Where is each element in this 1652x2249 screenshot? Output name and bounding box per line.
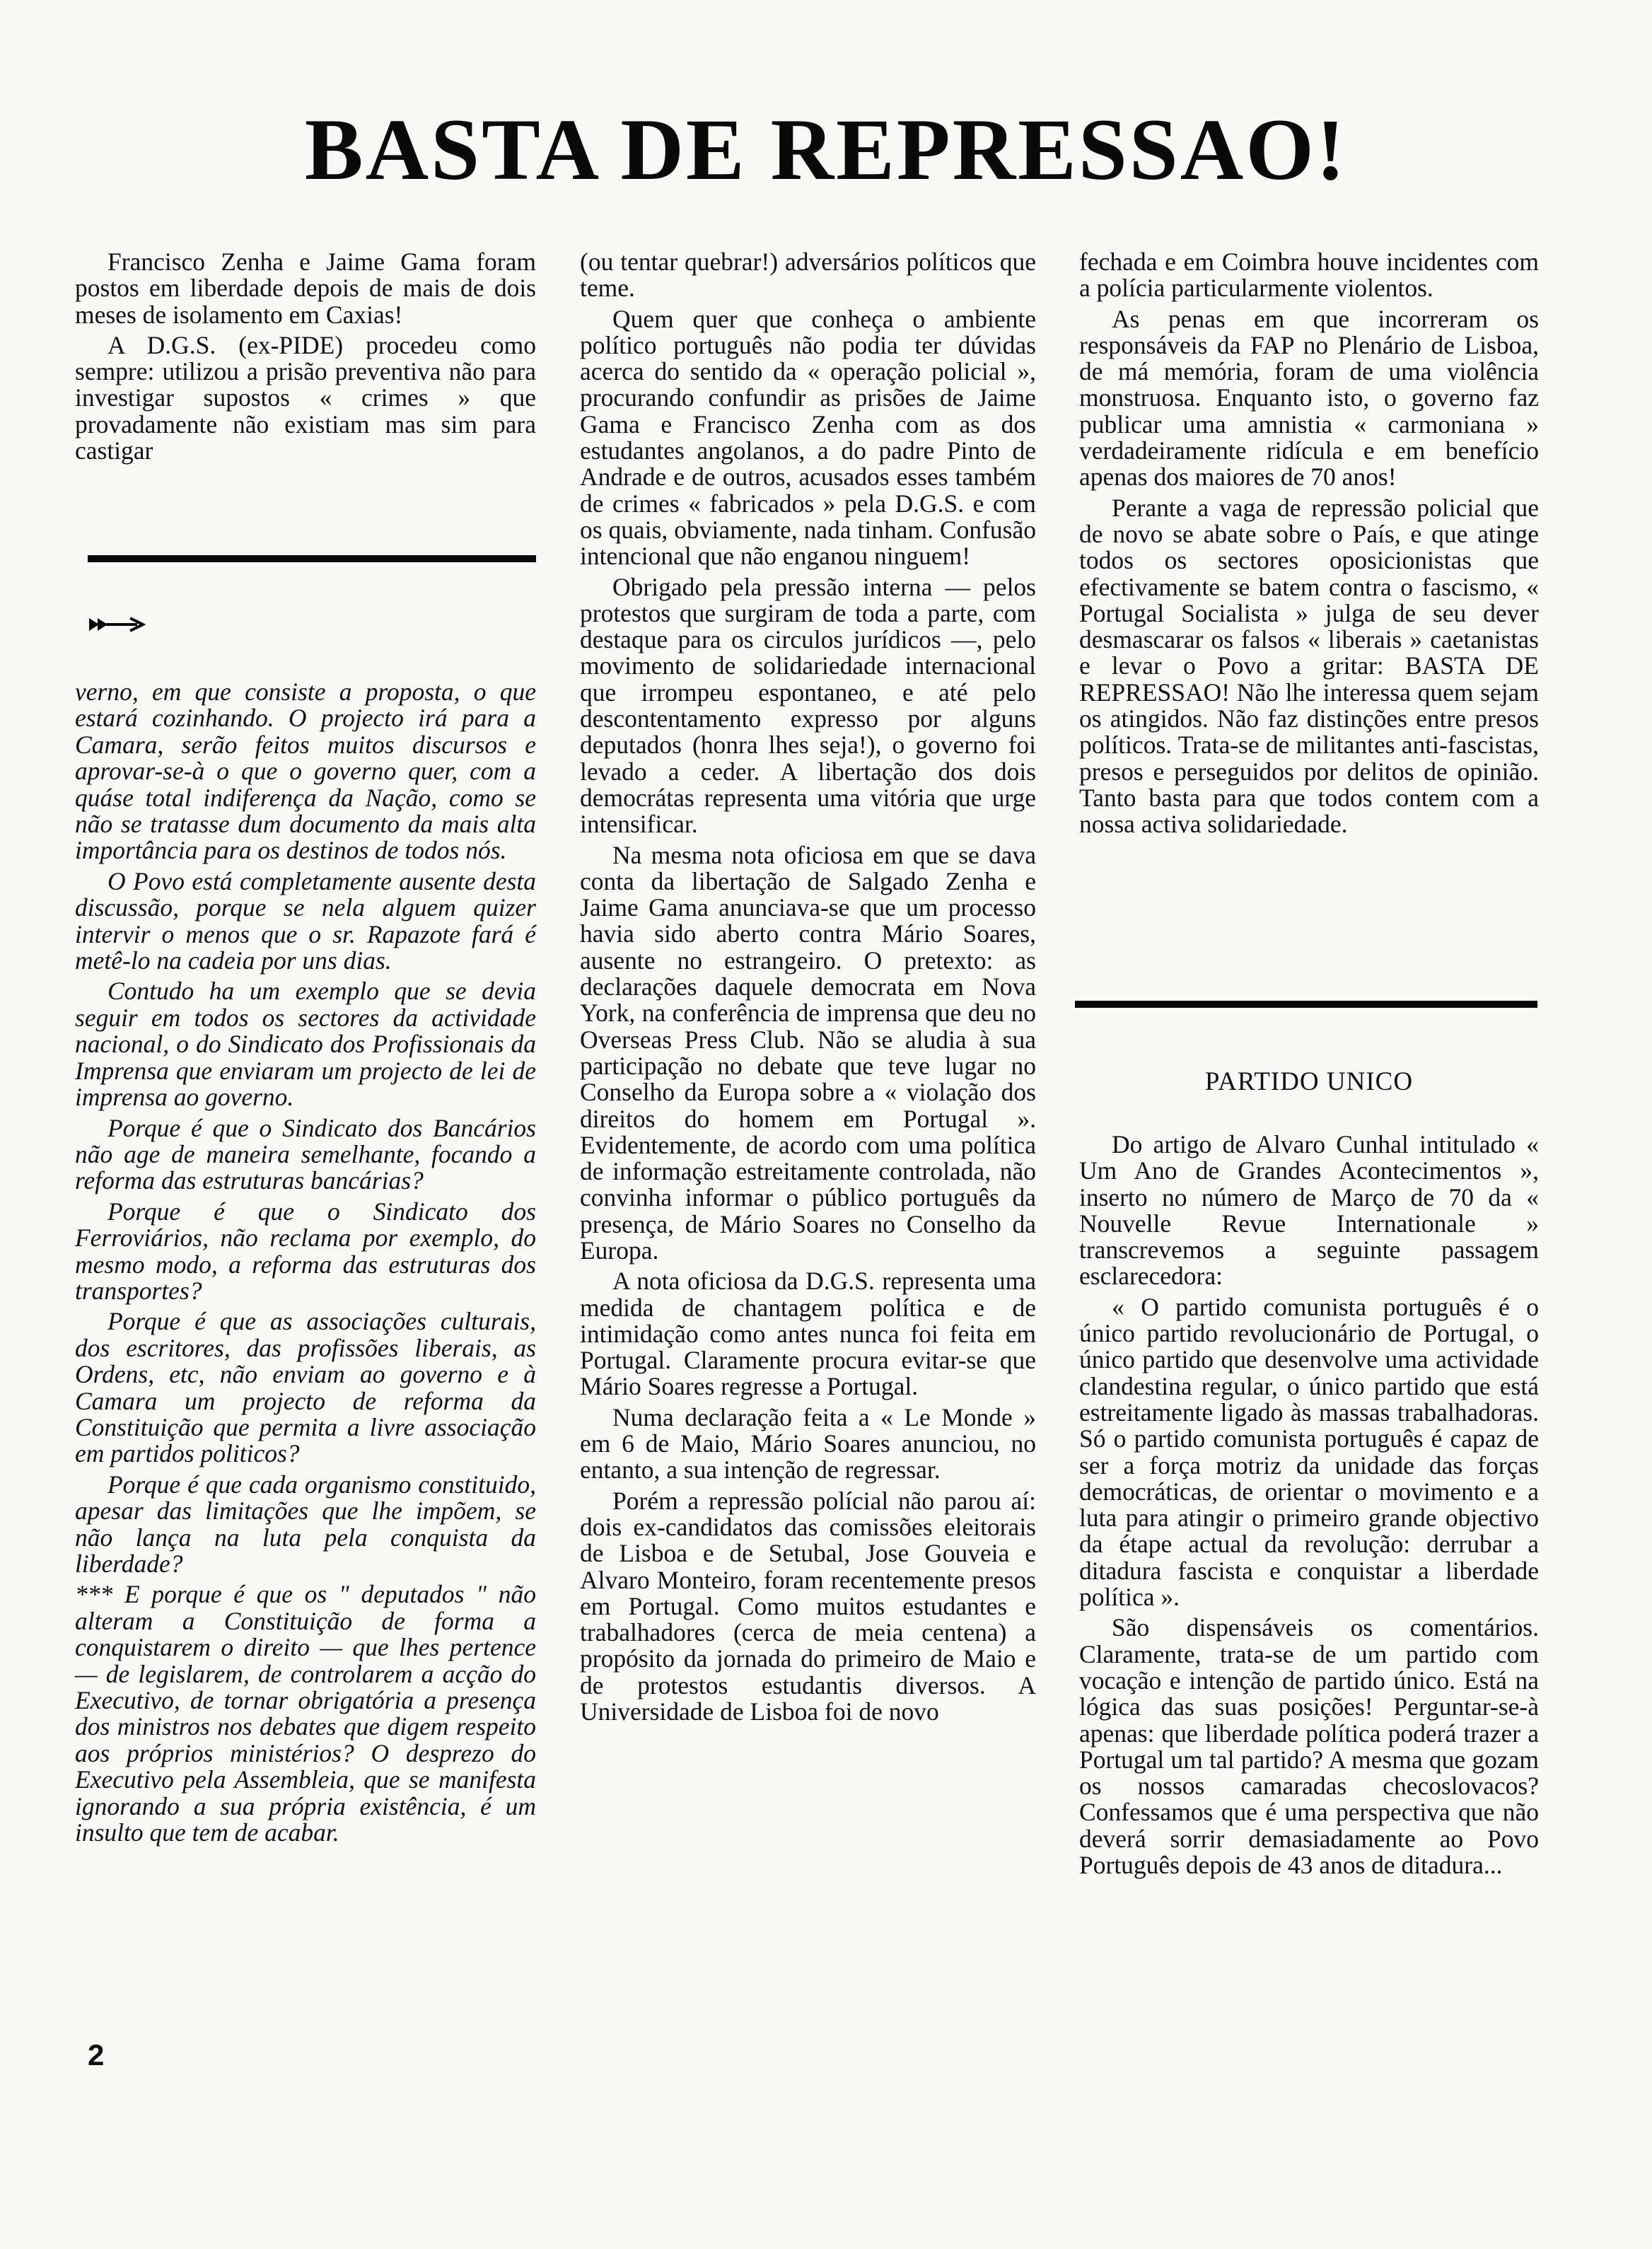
paragraph: verno, em que consiste a proposta, o que estará cozinhando. O projecto irá para a Camara, serão feitos muitos discursos e aprovar-se-à o que o governo quer, com a quáse total indiferença da Nação, como se não se tratasse dum documento da mais alta importância para os destinos de todos nós. [75, 678, 536, 865]
page-number: 2 [88, 2038, 105, 2071]
column-1-intro [75, 249, 536, 468]
paragraph: Porque é que o Sindicato dos Ferroviários, não reclama por exemplo, do mesmo modo, a reforma das estruturas dos transportes? [75, 1197, 536, 1305]
paragraph: Porque é que cada organismo constituido, apesar das limitações que lhe impõem, se não lança na luta pela conquista da liberdade? [75, 1470, 536, 1578]
paragraph: Porque é que o Sindicato dos Bancários não age de maneira semelhante, focando a reforma das estruturas bancárias? [75, 1113, 536, 1195]
paragraph: *** E porque é que os " deputados " não alteram a Constituição de forma a conquistarem o direito — que lhes pertence — de legislarem, de controlarem a acção do Executivo, de tornar obrigatória a presença dos ministros nos debates que digem respeito aos próprios ministérios? O desprezo do Executivo pela Assembleia, que se manifesta ignorando a sua própria existência, é um insulto que tem de acabar. [75, 1580, 536, 1847]
paragraph: A D.G.S. (ex-PIDE) procedeu como sempre: utilizou a prisão preventiva não para investigar supostos « crimes » que provadamente não existiam mas sim para castigar [75, 330, 536, 465]
paragraph: As penas em que incorreram os responsáveis da FAP no Plenário de Lisboa, de má memória, foram de uma violência monstruosa. Enquanto isto, o governo faz publicar uma amnistia « carmoniana » verdadeiramente ridícula e em benefício apenas dos maiores de 70 anos! [1079, 304, 1539, 492]
page-title: BASTA DE REPRESSAO! [304, 101, 1348, 198]
paragraph: Quem quer que conheça o ambiente político português não podia ter dúvidas acerca do sentido da « operação policial », procurando confundir as prisões de Jaime Gama e Francisco Zenha com as dos estudantes angolanos, a do padre Pinto de Andrade e de outros, acusados esses também de crimes « fabricados » pela D.G.S. e com os quais, obviamente, nada tinham. Confusão intencional que não enganou ninguem! [580, 304, 1036, 571]
column-3 [1079, 249, 1539, 842]
paragraph: O Povo está completamente ausente desta discussão, porque se nela alguem quizer intervir o menos que o sr. Rapazote fará é metê-lo na cadeia por uns dias. [75, 866, 536, 975]
paragraph: fechada e em Coimbra houve incidentes com a polícia particularmente violentos. [1079, 248, 1539, 303]
paragraph: Porém a repressão polícial não parou aí: dois ex-candidatos das comissões eleitorais de Lisboa e de Setubal, Jose Gouveia e Alvaro Monteiro, foram recentemente presos em Portugal. Como muitos estudantes e trabalhadores (cerca de meia centena) a propósito da jornada do primeiro de Maio e de protestos estudantis diversos. A Universidade de Lisboa foi de novo [580, 1486, 1036, 1726]
paragraph: Perante a vaga de repressão policial que de novo se abate sobre o País, e que atinge todos os sectores oposicionistas que efectivamente se batem contra o fascismo, « Portugal Socialista » julga de seu dever desmascarar os falsos « liberais » caetanistas e levar o Povo a gritar: BASTA DE REPRESSAO! Não lhe interessa quem sejam os atingidos. Não faz distinções entre presos políticos. Trata-se de militantes anti-fascistas, presos e perseguidos por delitos de opinião. Tanto basta para que todos contem com a nossa activa solidariedade. [1079, 493, 1539, 839]
section-heading: PARTIDO UNICO [1204, 1067, 1414, 1096]
paragraph: Na mesma nota oficiosa em que se dava conta da libertação de Salgado Zenha e Jaime Gama anunciava-se que um processo havia sido aberto contra Mário Soares, ausente no estrangeiro. O pretexto: as declarações daquele democrata em Nova York, na conferência de imprensa que deu no Overseas Press Club. Não se aludia à sua participação no debate que teve lugar no Conselho da Europa sobre a « violação dos direitos do homem em Portugal ». Evidentemente, de acordo com uma política de informação estreitamente controlada, não convinha informar o público português da presença, de Mário Soares no Conselho da Europa. [580, 840, 1036, 1265]
column-2 [580, 249, 1036, 1729]
continuation-arrow-icon [88, 612, 146, 637]
paragraph: Numa declaração feita a « Le Monde » em 6 de Maio, Mário Soares anunciou, no entanto, a sua intenção de regressar. [580, 1402, 1036, 1484]
paragraph: A nota oficiosa da D.G.S. representa uma medida de chantagem política e de intimidação como antes nunca foi feita em Portugal. Claramente procura evitar-se que Mário Soares regresse a Portugal. [580, 1267, 1036, 1401]
paragraph: Obrigado pela pressão interna — pelos protestos que surgiram de toda a parte, com destaque para os circulos jurídicos —, pelo movimento de solidariedade internacional que irrompeu espontaneo, e até pelo descontentamento expresso por alguns deputados (honra lhes seja!), o governo foi levado a ceder. A libertação dos dois democrátas representa uma vitória que urge intensificar. [580, 572, 1036, 839]
divider-rule [88, 555, 536, 562]
paragraph: « O partido comunista português é o único partido revolucionário de Portugal, o único partido que desenvolve uma actividade clandestina regular, o único partido que está estreitamente ligado às massas trabalhadoras. Só o partido comunista português é capaz de ser a força motriz da unidade das forças democráticas, de orientar o movimento e a luta para atingir o primeiro grande objectivo da étape actual da revolução: derrubar a ditadura fascista e conquistar a liberdade política ». [1079, 1292, 1539, 1612]
paragraph: Contudo ha um exemplo que se devia seguir em todos os sectores da actividade nacional, o do Sindicato dos Profissionais da Imprensa que enviaram um projecto de lei de imprensa ao governo. [75, 977, 536, 1112]
continued-article-italic [75, 679, 536, 1850]
paragraph: Porque é que as associações culturais, dos escritores, das profissões liberais, as Ordens, etc, não enviam ao governo e à Camara um projecto de reforma da Constituição que permita a livre associação em partidos politicos? [75, 1307, 536, 1468]
paragraph: Francisco Zenha e Jaime Gama foram postos em liberdade depois de mais de dois meses de isolamento em Caxias! [75, 248, 536, 329]
paragraph: Do artigo de Alvaro Cunhal intitulado « Um Ano de Grandes Acontecimentos », inserto no número de Março de 70 da « Nouvelle Revue Internationale » transcrevemos a seguinte passagem esclarecedora: [1079, 1130, 1539, 1291]
divider-rule [1075, 1001, 1537, 1008]
partido-unico-article [1079, 1132, 1539, 1883]
paragraph: São dispensáveis os comentários. Claramente, trata-se de um partido com vocação e intenção de partido único. Está na lógica das suas posições! Perguntar-se-à apenas: que liberdade política poderá trazer a Portugal um tal partido? A mesma que gozam os nossos camaradas checoslovacos? Confessamos que é uma perspectiva que não deverá sorrir demasiadamente ao Povo Português depois de 43 anos de ditadura... [1079, 1613, 1539, 1880]
paragraph: (ou tentar quebrar!) adversários políticos que teme. [580, 248, 1036, 303]
